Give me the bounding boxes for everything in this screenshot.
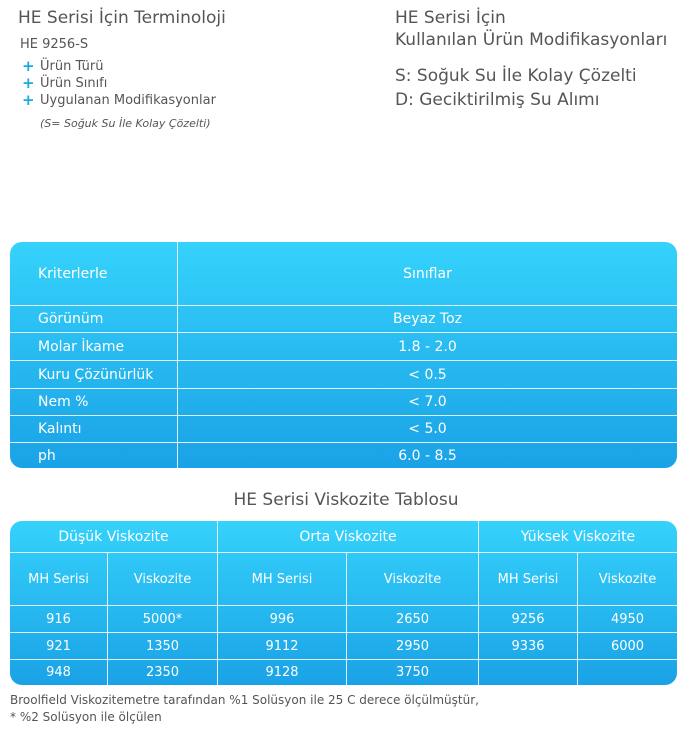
terminology-list bbox=[22, 58, 216, 109]
group-high: Yüksek Viskozite bbox=[520, 528, 636, 545]
product-code: HE 9256-S bbox=[20, 37, 89, 52]
row-label: Molar İkame bbox=[10, 333, 178, 360]
row-value: 1.8 - 2.0 bbox=[398, 338, 457, 355]
table-row bbox=[10, 389, 677, 415]
row-label: Görünüm bbox=[10, 306, 178, 332]
table-row bbox=[10, 333, 677, 360]
row-value: 6.0 - 8.5 bbox=[398, 447, 457, 464]
row-label: Kalıntı bbox=[10, 416, 178, 442]
modification-s: S: Soğuk Su İle Kolay Çözelti bbox=[395, 66, 637, 86]
row-label: ph bbox=[10, 443, 178, 468]
plus-icon: + bbox=[22, 91, 35, 109]
subheader: MH Serisi bbox=[251, 571, 313, 587]
subheader: MH Serisi bbox=[497, 571, 559, 587]
plus-icon: + bbox=[22, 74, 35, 92]
table-header-row bbox=[10, 242, 677, 305]
table-row bbox=[10, 416, 677, 442]
table-cell: 996 bbox=[269, 611, 295, 627]
table-cell: 9112 bbox=[265, 638, 299, 654]
table-cell: 2350 bbox=[145, 665, 180, 680]
modifications-title-line2: Kullanılan Ürün Modifikasyonları bbox=[395, 30, 668, 50]
row-value: < 7.0 bbox=[408, 394, 447, 410]
footnote-1: Broolfield Viskozitemetre tarafından %1 Solüsyon ile 25 C derece ölçülmüştür, bbox=[10, 693, 479, 707]
table-cell bbox=[479, 660, 577, 685]
table-cell bbox=[578, 660, 677, 685]
table-cell: 916 bbox=[46, 611, 71, 627]
table-row bbox=[10, 443, 677, 468]
list-item bbox=[22, 75, 216, 92]
table-cell: 9336 bbox=[511, 638, 545, 654]
table-cell: 3750 bbox=[395, 665, 430, 680]
row-value: < 5.0 bbox=[408, 421, 447, 437]
terminology-title: HE Serisi İçin Terminoloji bbox=[18, 8, 226, 28]
terminology-note: (S= Soğuk Su İle Kolay Çözelti) bbox=[40, 117, 211, 130]
table-cell: 6000 bbox=[610, 638, 645, 654]
table-row bbox=[10, 306, 677, 332]
table-cell: 1350 bbox=[145, 638, 180, 654]
modification-d: D: Geciktirilmiş Su Alımı bbox=[395, 90, 600, 110]
viscosity-table bbox=[10, 521, 677, 685]
table-cell: 2650 bbox=[395, 611, 430, 627]
table-cell: 9256 bbox=[511, 611, 545, 627]
row-label: Kuru Çözünürlük bbox=[10, 361, 178, 388]
subheader: Viskozite bbox=[383, 571, 442, 587]
group-low: Düşük Viskozite bbox=[58, 528, 169, 545]
plus-icon: + bbox=[22, 57, 35, 75]
table-row bbox=[10, 361, 677, 388]
list-item bbox=[22, 58, 216, 75]
group-medium: Orta Viskozite bbox=[299, 528, 397, 545]
criteria-table bbox=[10, 242, 677, 468]
table-cell: 9128 bbox=[265, 665, 299, 680]
subheader: Viskozite bbox=[133, 571, 192, 587]
subheader: Viskozite bbox=[598, 571, 657, 587]
modifications-title: HE Serisi İçin bbox=[395, 8, 506, 28]
table-cell: 5000* bbox=[142, 611, 183, 627]
list-item-label: Ürün Sınıfı bbox=[40, 76, 108, 91]
list-item bbox=[22, 92, 216, 109]
footnote-2: * %2 Solüsyon ile ölçülen bbox=[10, 710, 162, 724]
table-cell: 948 bbox=[46, 665, 71, 680]
viscosity-title: HE Serisi Viskozite Tablosu bbox=[233, 490, 459, 510]
table-cell: 921 bbox=[46, 638, 71, 654]
row-label: Nem % bbox=[10, 389, 178, 415]
subheader: MH Serisi bbox=[28, 571, 89, 587]
row-value: < 0.5 bbox=[408, 366, 447, 383]
list-item-label: Ürün Türü bbox=[40, 59, 104, 74]
table-cell: 2950 bbox=[395, 638, 430, 654]
row-value: Beyaz Toz bbox=[393, 311, 462, 327]
table-cell: 4950 bbox=[610, 611, 645, 627]
header-criteria: Kriterlerle bbox=[10, 242, 178, 305]
list-item-label: Uygulanan Modifikasyonlar bbox=[40, 93, 216, 108]
header-classes: Sınıflar bbox=[403, 265, 452, 282]
